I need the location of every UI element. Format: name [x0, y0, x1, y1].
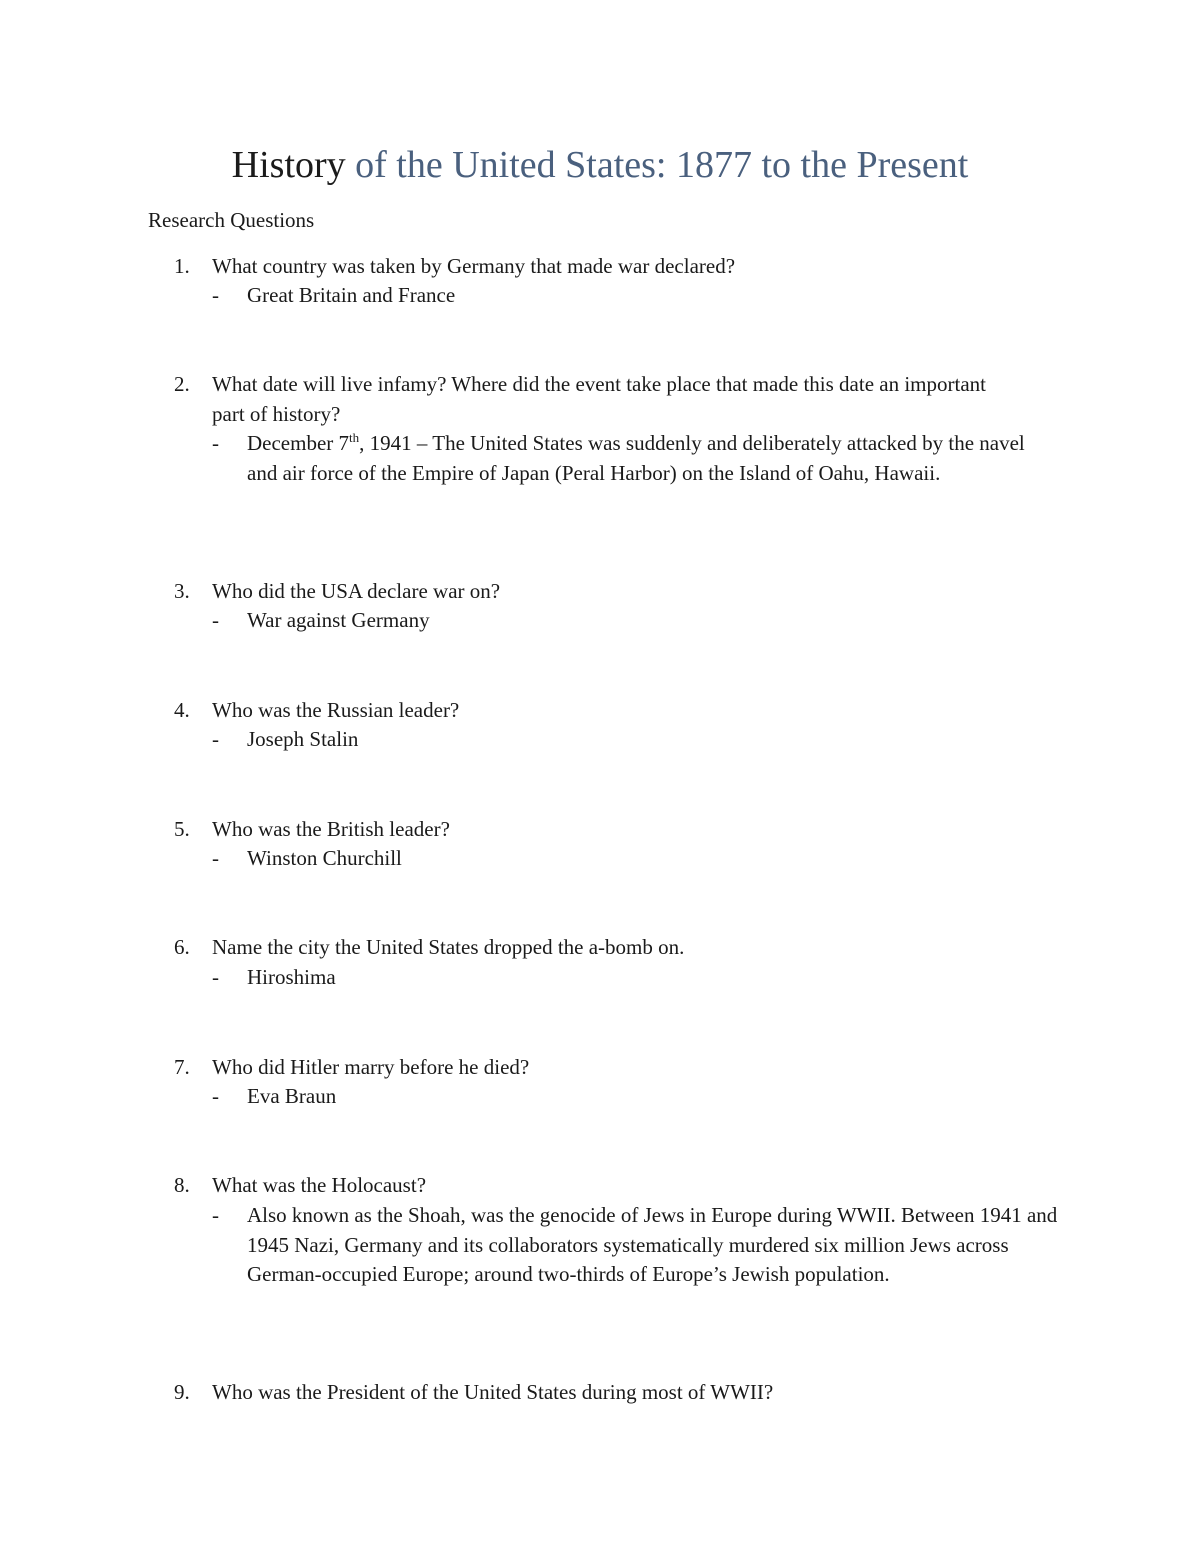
- question-text: Who was the British leader?: [212, 817, 450, 841]
- question-text: What was the Holocaust?: [212, 1173, 427, 1197]
- question-text: What date will live infamy? Where did the event take place that made this date an important part of history?: [212, 372, 986, 426]
- question-number: 7.: [174, 1055, 190, 1079]
- answer-text: Hiroshima: [247, 965, 336, 989]
- answer-marker: -: [212, 1084, 219, 1108]
- section-heading: Research Questions: [148, 208, 315, 232]
- answer-text: Also known as the Shoah, was the genocide of Jews in Europe during WWII. Between 1941 and 1945 Nazi, Germany and its collaborators systematically murdered six million Jews across German-occupied Europe; around two-thirds of Europe’s Jewish population.: [247, 1203, 1058, 1287]
- question-text: Name the city the United States dropped the a-bomb on.: [212, 935, 685, 959]
- answer-marker: -: [212, 608, 219, 632]
- title-history: History: [231, 144, 346, 186]
- answer-marker: -: [212, 431, 219, 455]
- answer-text: Winston Churchill: [247, 846, 402, 870]
- question-number: 5.: [174, 817, 190, 841]
- answer-marker: -: [212, 965, 219, 989]
- title-subject: of the United States: 1877 to the Present: [345, 144, 969, 186]
- answer-marker: -: [212, 283, 219, 307]
- question-number: 9.: [174, 1380, 190, 1404]
- question-number: 2.: [174, 372, 190, 396]
- question-number: 6.: [174, 935, 190, 959]
- answer-marker: -: [212, 846, 219, 870]
- answer-text-part: December 7: [247, 431, 350, 455]
- question-number: 3.: [174, 579, 190, 603]
- answer-text: Joseph Stalin: [247, 727, 359, 751]
- answer-marker: -: [212, 1203, 219, 1227]
- ordinal-suffix: th: [349, 430, 360, 445]
- answer-text: Great Britain and France: [247, 283, 456, 307]
- answer-marker: -: [212, 727, 219, 751]
- question-text: Who did the USA declare war on?: [212, 579, 501, 603]
- question-text: Who was the President of the United States during most of WWII?: [212, 1380, 774, 1404]
- answer-text: War against Germany: [247, 608, 430, 632]
- question-number: 1.: [174, 254, 190, 278]
- question-number: 8.: [174, 1173, 190, 1197]
- question-text: What country was taken by Germany that made war declared?: [212, 254, 736, 278]
- question-text: Who did Hitler marry before he died?: [212, 1055, 530, 1079]
- answer-text: Eva Braun: [247, 1084, 337, 1108]
- question-text: Who was the Russian leader?: [212, 698, 460, 722]
- question-number: 4.: [174, 698, 190, 722]
- answer-text-part: , 1941 – The United States was suddenly and deliberately attacked by the navel and air force of the Empire of Japan (Peral Harbor) on the Island of Oahu, Hawaii.: [247, 431, 1025, 485]
- answer-text: [247, 429, 1047, 488]
- document-title: [0, 140, 1200, 190]
